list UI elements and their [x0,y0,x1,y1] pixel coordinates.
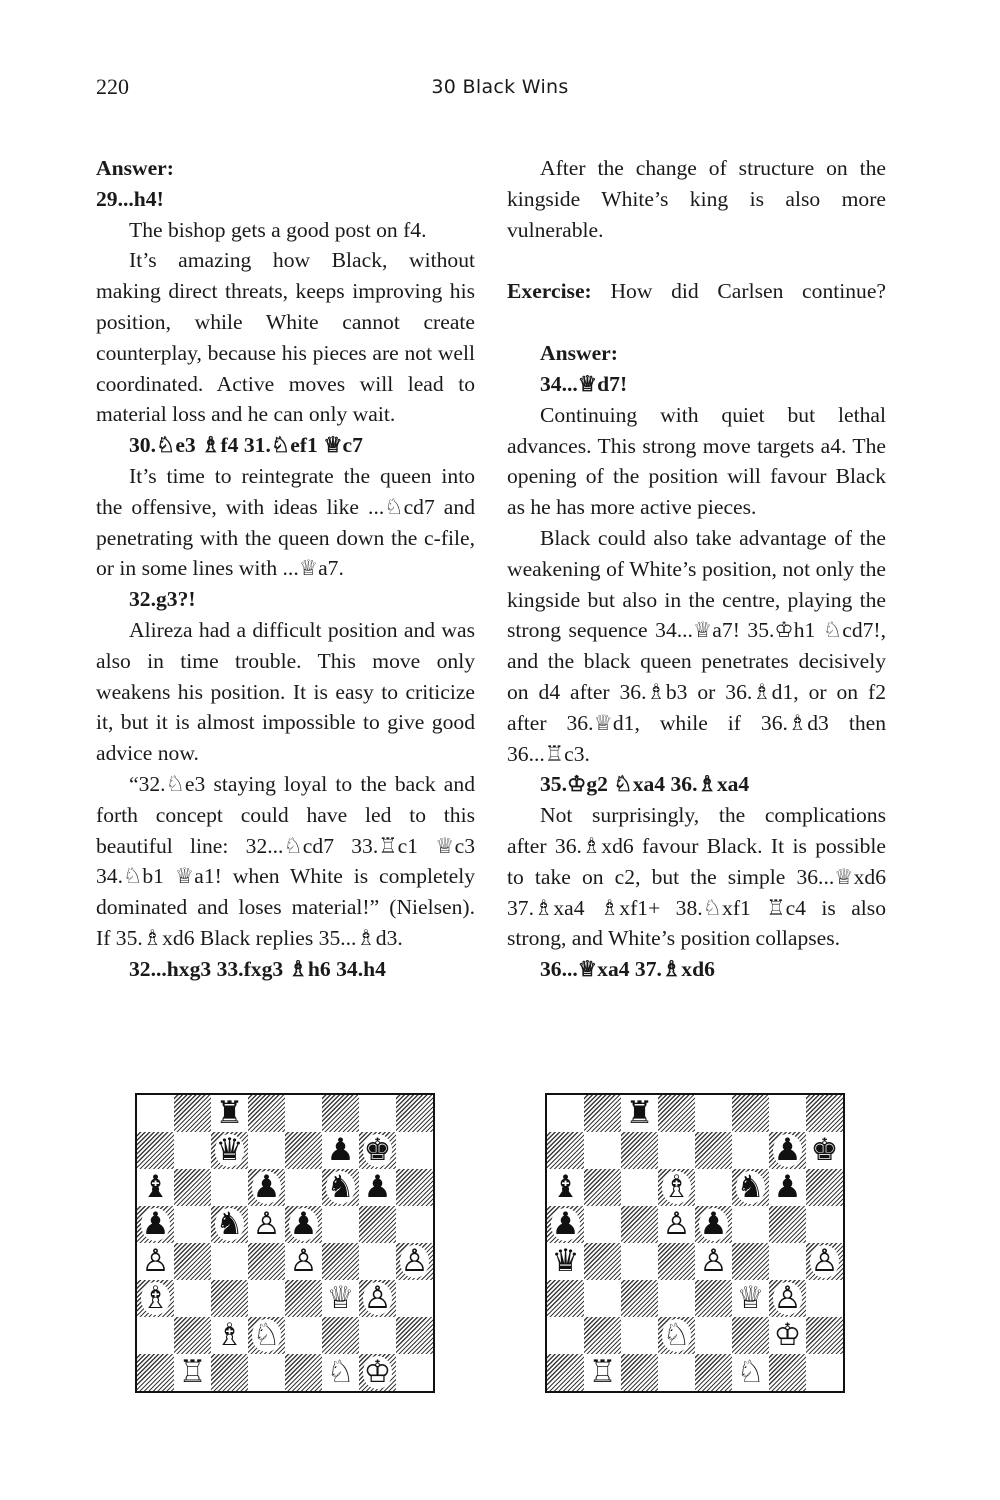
board-square [658,1354,695,1391]
board-square [248,1206,285,1243]
board-square [322,1132,359,1169]
board-square [359,1169,396,1206]
white-knight-icon: ♘ [736,1354,765,1390]
paragraph: 32...hxg3 33.fxg3 ♗h6 34.h4 [129,956,386,981]
board-square [396,1317,433,1354]
white-bishop-icon: ♗ [141,1280,170,1316]
board-square [285,1095,322,1132]
black-bishop-icon: ♝ [141,1169,170,1205]
paragraph: Exercise: How did Carlsen continue? [507,279,886,304]
board-square [658,1280,695,1317]
board-square [137,1243,174,1280]
white-pawn-icon: ♙ [252,1206,281,1242]
board-square [584,1206,621,1243]
board-square [732,1280,769,1317]
board-square [174,1206,211,1243]
board-square [769,1132,806,1169]
board-square [621,1317,658,1354]
black-queen-icon: ♛ [551,1243,580,1279]
board-square [584,1354,621,1391]
board-square [621,1169,658,1206]
board-square [732,1206,769,1243]
board-square [732,1095,769,1132]
board-square [769,1354,806,1391]
black-pawn-icon: ♟ [551,1206,580,1242]
board-square [806,1280,843,1317]
white-pawn-icon: ♙ [810,1243,839,1279]
board-square [174,1317,211,1354]
board-square [695,1169,732,1206]
board-square [322,1243,359,1280]
board-square [322,1280,359,1317]
paragraph: 30.♘e3 ♗f4 31.♘ef1 ♕c7 [129,433,363,458]
board-square [285,1169,322,1206]
board-square [285,1206,322,1243]
paragraph: “32.♘e3 staying loyal to the back and forth concept could have led to this beautiful line: 32...♘cd7 33.♖c1 ♕c3 34.♘b1 ♕a1! when White is completely dominated and loses material!” (Nielsen). If 35.♗xd6 Black replies 35...♗d3. [96,771,475,950]
board-square [547,1317,584,1354]
board-square [584,1243,621,1280]
board-square [547,1206,584,1243]
paragraph: 35.♔g2 ♘xa4 36.♗xa4 [540,772,750,797]
board-square [174,1132,211,1169]
paragraph: 32.g3?! [129,587,196,612]
board-square [769,1169,806,1206]
board-square [806,1206,843,1243]
paragraph: 29...h4! [96,186,164,211]
board-square [806,1317,843,1354]
page-number: 220 [96,74,129,99]
white-knight-icon: ♘ [662,1317,691,1353]
board-square [695,1280,732,1317]
board-square [547,1169,584,1206]
board-square [732,1169,769,1206]
board-square [621,1206,658,1243]
blank-line [507,245,886,276]
board-square [248,1169,285,1206]
board-square [695,1095,732,1132]
black-rook-icon: ♜ [625,1095,654,1131]
board-square [621,1280,658,1317]
board-square [396,1280,433,1317]
board-square [396,1206,433,1243]
board-square [137,1095,174,1132]
board-square [547,1095,584,1132]
board-square [396,1243,433,1280]
black-pawn-icon: ♟ [289,1206,318,1242]
board-square [211,1280,248,1317]
board-square [396,1095,433,1132]
paragraph: Alireza had a difficult position and was also in time trouble. This move only weakens his position. It is easy to criticize it, but it is almost impossible to give good advice now. [96,617,475,766]
white-pawn-icon: ♙ [662,1206,691,1242]
board-square [584,1132,621,1169]
board-square [322,1354,359,1391]
board-square [359,1317,396,1354]
board-square [584,1317,621,1354]
board-square [584,1280,621,1317]
board-square [769,1206,806,1243]
white-bishop-icon: ♗ [215,1317,244,1353]
paragraph: 36...♕xa4 37.♗xd6 [540,957,715,982]
black-pawn-icon: ♟ [326,1132,355,1168]
board-square [621,1095,658,1132]
board-square [248,1095,285,1132]
white-pawn-icon: ♙ [289,1243,318,1279]
board-square [248,1243,285,1280]
board-square [806,1243,843,1280]
right-column [507,153,886,985]
left-column [96,153,475,985]
board-square [137,1280,174,1317]
white-knight-icon: ♘ [252,1317,281,1353]
board-square [285,1132,322,1169]
paragraph: Black could also take advantage of the weakening of White’s position, not only the kingside but also in the centre, playing the strong sequence 34...♕a7! 35.♔h1 ♘cd7!, and the black queen penetrates decisively on d4 after 36.♗b3 or 36.♗d1, or on f2 after 36.♕d1, while if 36.♗d3 then 36...♖c3. [507,525,886,766]
paragraph: Answer: [540,341,618,366]
board-square [137,1206,174,1243]
board-square [359,1354,396,1391]
board-square [658,1169,695,1206]
board-square [806,1169,843,1206]
white-king-icon: ♔ [363,1354,392,1390]
black-pawn-icon: ♟ [773,1132,802,1168]
board-square [695,1132,732,1169]
board-square [322,1095,359,1132]
board-square [806,1132,843,1169]
board-square [695,1206,732,1243]
board-square [211,1169,248,1206]
blank-line [507,307,886,338]
board-square [174,1169,211,1206]
board-square [137,1132,174,1169]
black-king-icon: ♚ [810,1132,839,1168]
board-square [658,1243,695,1280]
board-square [211,1354,248,1391]
board-square [658,1132,695,1169]
board-square [658,1206,695,1243]
board-square [359,1243,396,1280]
black-pawn-icon: ♟ [252,1169,281,1205]
board-square [732,1243,769,1280]
board-square [174,1243,211,1280]
black-queen-icon: ♛ [215,1132,244,1168]
board-square [248,1280,285,1317]
board-square [322,1169,359,1206]
white-rook-icon: ♖ [178,1354,207,1390]
black-rook-icon: ♜ [215,1095,244,1131]
board-square [732,1354,769,1391]
black-knight-icon: ♞ [736,1169,765,1205]
board-square [174,1095,211,1132]
board-square [322,1206,359,1243]
black-king-icon: ♚ [363,1132,392,1168]
chess-diagram-right [545,1093,845,1393]
board-square [285,1243,322,1280]
board-square [174,1280,211,1317]
white-knight-icon: ♘ [326,1354,355,1390]
board-square [584,1095,621,1132]
board-square [396,1354,433,1391]
board-square [211,1206,248,1243]
board-square [695,1243,732,1280]
paragraph: The bishop gets a good post on f4. [129,217,427,242]
board-square [322,1317,359,1354]
board-square [396,1169,433,1206]
board-square [359,1206,396,1243]
board-square [769,1317,806,1354]
board-square [359,1095,396,1132]
board-square [137,1317,174,1354]
board-square [174,1354,211,1391]
board-square [137,1354,174,1391]
paragraph: Continuing with quiet but lethal advances. This strong move targets a4. The opening of the position will favour Black as he has more active pieces. [507,402,886,520]
white-rook-icon: ♖ [588,1354,617,1390]
board-square [621,1243,658,1280]
board-square [621,1354,658,1391]
paragraph: It’s amazing how Black, without making direct threats, keeps improving his position, while White cannot create counterplay, because his pieces are not well coordinated. Active moves will lead to material loss and he can only wait. [96,248,475,427]
black-pawn-icon: ♟ [363,1169,392,1205]
board-square [806,1095,843,1132]
board-square [396,1132,433,1169]
board-square [695,1354,732,1391]
white-queen-icon: ♕ [326,1280,355,1316]
paragraph: Not surprisingly, the complications after 36.♗xd6 favour Black. It is possible to take on c2, but the simple 36...♕xd6 37.♗xa4 ♗xf1+ 38.♘xf1 ♖c4 is also strong, and White’s position collapses. [507,803,886,951]
board-square [658,1095,695,1132]
board-square [769,1243,806,1280]
paragraph: After the change of structure on the kingside White’s king is also more vulnerable. [507,156,886,242]
board-square [285,1280,322,1317]
white-pawn-icon: ♙ [773,1280,802,1316]
board-square [658,1317,695,1354]
black-pawn-icon: ♟ [699,1206,728,1242]
black-pawn-icon: ♟ [773,1169,802,1205]
black-pawn-icon: ♟ [141,1206,170,1242]
board-square [621,1132,658,1169]
running-title: 30 Black Wins [431,76,569,98]
board-square [211,1243,248,1280]
board-square [211,1132,248,1169]
board-square [359,1280,396,1317]
board-square [285,1317,322,1354]
board-square [248,1317,285,1354]
white-pawn-icon: ♙ [699,1243,728,1279]
board-square [547,1132,584,1169]
board-square [732,1317,769,1354]
board-square [584,1169,621,1206]
board-square [547,1280,584,1317]
board-square [137,1169,174,1206]
white-pawn-icon: ♙ [400,1243,429,1279]
board-square [248,1354,285,1391]
board-square [248,1132,285,1169]
board-square [211,1095,248,1132]
board-square [806,1354,843,1391]
board-square [285,1354,322,1391]
board-square [211,1317,248,1354]
paragraph: It’s time to reintegrate the queen into the offensive, with ideas like ...♘cd7 and penetrating with the queen down the c-file, or in some lines with ...♕a7. [96,463,475,581]
white-king-icon: ♔ [773,1317,802,1353]
board-square [732,1132,769,1169]
board-square [547,1243,584,1280]
white-queen-icon: ♕ [736,1280,765,1316]
paragraph: Answer: [96,156,174,180]
white-pawn-icon: ♙ [141,1243,170,1279]
black-bishop-icon: ♝ [551,1169,580,1205]
board-square [695,1317,732,1354]
chess-diagram-left [135,1093,435,1393]
black-knight-icon: ♞ [326,1169,355,1205]
board-square [359,1132,396,1169]
black-knight-icon: ♞ [215,1206,244,1242]
board-square [769,1280,806,1317]
paragraph: 34...♕d7! [540,371,628,396]
white-pawn-icon: ♙ [363,1280,392,1316]
board-square [769,1095,806,1132]
white-bishop-icon: ♗ [662,1169,691,1205]
board-square [547,1354,584,1391]
